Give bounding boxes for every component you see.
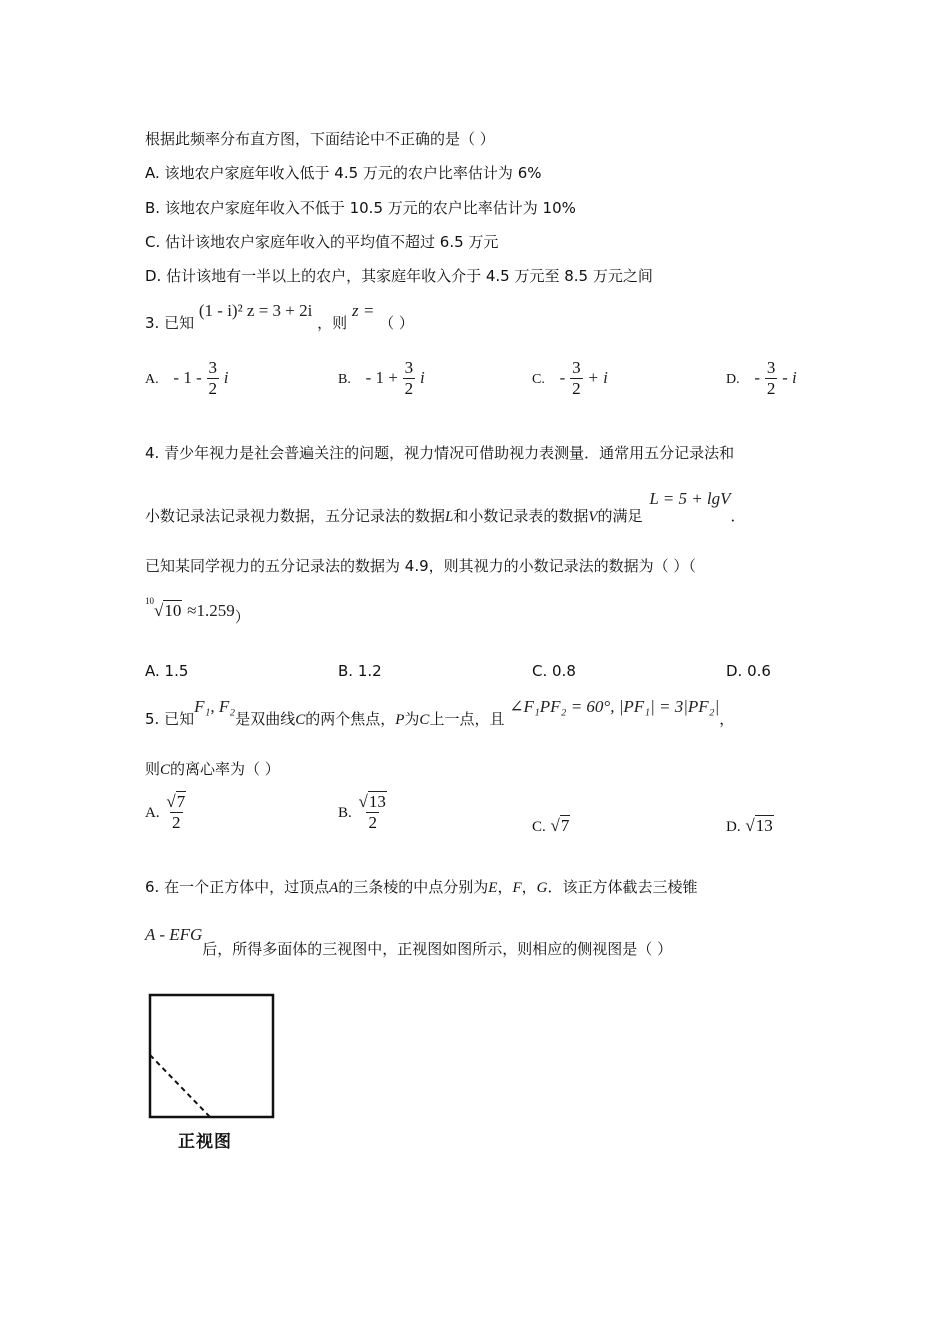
q5-text: 上一点，且 xyxy=(429,710,505,728)
q5-foci: F₁, F₂ xyxy=(194,697,236,716)
q3-formula: (1 - i)² z = 3 + 2i xyxy=(198,301,313,320)
q4-option-c: C. 0.8 xyxy=(532,662,576,680)
option-label: B. xyxy=(338,805,352,821)
frac-den: 2 xyxy=(208,379,218,398)
q4-option-a: A. 1.5 xyxy=(145,662,189,680)
fraction xyxy=(403,358,416,399)
frac-num: 3 xyxy=(404,358,414,377)
q4-line1: 4. 青少年视力是社会普遍关注的问题，视力情况可借助视力表测量．通常用五分记录法和 xyxy=(145,444,735,462)
q5-option-c xyxy=(532,816,570,836)
front-view-square xyxy=(150,995,273,1117)
q5-var-p: P xyxy=(395,712,405,728)
frac-num: 3 xyxy=(572,358,581,377)
option-pre: - xyxy=(559,368,566,387)
q4-var-v: V xyxy=(588,509,598,525)
fraction xyxy=(207,358,220,399)
root-radicand: 13 xyxy=(368,792,386,811)
q6-text: 6. 在一个正方体中，过顶点 xyxy=(145,878,330,896)
root-radicand: 7 xyxy=(560,816,570,835)
frac-num: √13 xyxy=(358,792,386,811)
q6-sep: ， xyxy=(497,878,513,896)
q6-var-a: A xyxy=(329,880,339,896)
q5-text: 则 xyxy=(145,760,161,778)
q5-comma: ， xyxy=(719,710,735,728)
fraction xyxy=(357,792,389,833)
q6-sep: ， xyxy=(521,878,537,896)
q4-line4 xyxy=(145,596,250,626)
q5-formula: ∠F₁PF₂ = 60°, |PF₁| = 3|PF₂| xyxy=(509,697,720,716)
frac-den: 2 xyxy=(404,379,414,398)
q4-text: 的满足 xyxy=(597,507,643,525)
fraction xyxy=(765,358,778,399)
q3-option-b xyxy=(338,358,425,399)
q4-line3: 已知某同学视力的五分记录法的数据为 4.9，则其视力的小数记录法的数据为（ ）（ xyxy=(145,557,696,575)
q6-line1 xyxy=(145,876,698,897)
root: √10 xyxy=(154,601,182,620)
q5-line2 xyxy=(145,758,280,779)
option-post: i xyxy=(419,368,425,387)
q5-text: 的离心率为（ ） xyxy=(170,760,280,778)
frac-den: 2 xyxy=(572,379,581,398)
q6-var-g: G xyxy=(536,880,548,896)
frac-den: 2 xyxy=(368,813,377,832)
q5-var-c: C xyxy=(160,762,171,778)
q4-var-l: L xyxy=(445,509,454,525)
q4-formula: L = 5 + lgV xyxy=(649,489,731,508)
q2-option-d: D. 估计该地有一半以上的农户，其家庭年收入介于 4.5 万元至 8.5 万元之间 xyxy=(145,267,653,285)
root-radicand: 10 xyxy=(164,601,182,620)
q5-var-c: C xyxy=(295,712,306,728)
option-label: A. xyxy=(145,805,160,821)
q2-option-c: C. 估计该地农户家庭年收入的平均值不超过 6.5 万元 xyxy=(145,233,499,251)
q5-text: 是双曲线 xyxy=(235,710,296,728)
option-pre: - xyxy=(754,368,761,387)
front-view-dashed-edge xyxy=(150,1055,210,1117)
option-pre: - 1 - xyxy=(173,368,202,387)
q3-prefix: 3. 已知 xyxy=(145,314,195,332)
option-label: C. xyxy=(532,372,545,387)
option-label: C. xyxy=(532,819,546,835)
option-label: B. xyxy=(338,372,351,387)
front-view-caption: 正视图 xyxy=(178,1132,232,1152)
root-radicand: 7 xyxy=(176,792,186,811)
q5-option-b xyxy=(338,792,389,833)
q3-stem xyxy=(145,300,414,332)
q3-mid: ，则 xyxy=(317,314,348,332)
q6-text: ．该正方体截去三棱锥 xyxy=(547,878,698,896)
root-index: 10 xyxy=(145,596,154,606)
frac-den: 2 xyxy=(172,813,181,832)
q5-text: 为 xyxy=(404,710,420,728)
fraction xyxy=(164,792,188,833)
q3-option-c xyxy=(532,358,608,399)
q4-period: ． xyxy=(730,507,746,525)
q5-option-a xyxy=(145,792,188,833)
option-post: - i xyxy=(782,368,797,387)
q6-line2 xyxy=(145,924,673,958)
front-view-figure xyxy=(140,988,290,1128)
q6-formula: A - EFG xyxy=(145,925,203,944)
q2-option-a: A. 该地农户家庭年收入低于 4.5 万元的农户比率估计为 6% xyxy=(145,164,542,182)
q5-text: 5. 已知 xyxy=(145,710,195,728)
option-label: D. xyxy=(726,372,740,387)
q5-option-d xyxy=(726,816,774,836)
fraction xyxy=(570,358,583,399)
q3-z-eq: z = xyxy=(351,301,375,320)
q4-line2 xyxy=(145,488,746,525)
q4-approx: ≈1.259 xyxy=(187,601,235,620)
q4-option-d: D. 0.6 xyxy=(726,662,771,680)
q5-var-c: C xyxy=(419,712,430,728)
q3-blank: （ ） xyxy=(379,314,414,332)
q6-text: 后，所得多面体的三视图中，正视图如图所示，则相应的侧视图是（ ） xyxy=(202,940,673,958)
q4-close: ） xyxy=(234,608,250,626)
root-radicand: 13 xyxy=(755,816,773,835)
option-pre: - 1 + xyxy=(365,368,398,387)
q6-var-e: E xyxy=(488,880,498,896)
q5-line1 xyxy=(145,696,735,728)
option-post: i xyxy=(223,368,229,387)
q4-text: 小数记录法记录视力数据，五分记录法的数据 xyxy=(145,507,446,525)
root: √7 xyxy=(550,816,570,835)
q6-text: 的三条棱的中点分别为 xyxy=(338,878,489,896)
option-label: A. xyxy=(145,372,159,387)
q4-text: 和小数记录表的数据 xyxy=(453,507,589,525)
q2-intro: 根据此频率分布直方图，下面结论中不正确的是（ ） xyxy=(145,130,495,148)
frac-den: 2 xyxy=(766,379,776,398)
q5-text: 的两个焦点， xyxy=(305,710,396,728)
q6-var-f: F xyxy=(512,880,522,896)
option-label: D. xyxy=(726,819,741,835)
q3-option-d xyxy=(726,358,797,399)
frac-num: 3 xyxy=(208,358,218,377)
q3-option-a xyxy=(145,358,229,399)
root: √13 xyxy=(745,816,773,835)
q2-option-b: B. 该地农户家庭年收入不低于 10.5 万元的农户比率估计为 10% xyxy=(145,199,576,217)
q4-option-b: B. 1.2 xyxy=(338,662,382,680)
option-post: + i xyxy=(587,368,608,387)
frac-num: 3 xyxy=(766,358,776,377)
frac-num: √7 xyxy=(166,792,186,811)
